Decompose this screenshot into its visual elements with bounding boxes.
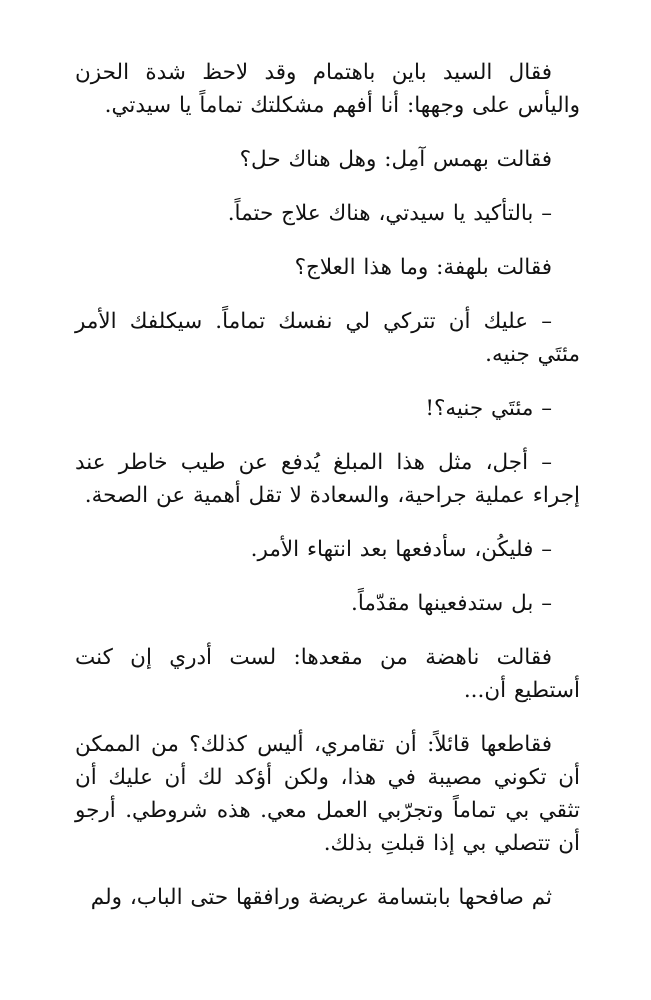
- paragraph-6: – مئتَي جنيه؟!: [425, 396, 552, 421]
- paragraph-10: فقالت ناهضة من مقعدها: لست أدري إن كنت أستطيع أن...: [75, 645, 580, 703]
- paragraph-1: فقال السيد باين باهتمام وقد لاحظ شدة الحزن واليأس على وجهها: أنا أفهم مشكلتك تماماً يا سيدتي.: [75, 60, 580, 118]
- paragraph-2: فقالت بهمس آمِل: وهل هناك حل؟: [239, 147, 552, 172]
- book-page: [75, 56, 580, 935]
- paragraph-5: – عليك أن تتركي لي نفسك تماماً. سيكلفك الأمر مئتَي جنيه.: [75, 309, 580, 367]
- paragraph-7: – أجل، مثل هذا المبلغ يُدفع عن طيب خاطر عند إجراء عملية جراحية، والسعادة لا تقل أهمية عن الصحة.: [75, 450, 580, 508]
- paragraph-12: ثم صافحها بابتسامة عريضة ورافقها حتى الباب، ولم: [90, 885, 552, 910]
- paragraph-8: – فليكُن، سأدفعها بعد انتهاء الأمر.: [250, 537, 552, 562]
- paragraph-4: فقالت بلهفة: وما هذا العلاج؟: [294, 255, 552, 280]
- paragraph-3: – بالتأكيد يا سيدتي، هناك علاج حتماً.: [227, 201, 552, 226]
- paragraph-9: – بل ستدفعينها مقدّماً.: [351, 591, 552, 616]
- paragraph-11: فقاطعها قائلاً: أن تقامري، أليس كذلك؟ من الممكن أن تكوني مصيبة في هذا، ولكن أؤكد لك أن عليك أن تثقي بي تماماً وتجرّبي العمل معي. هذه شروطي. أرجو أن تتصلي بي إذا قبلتِ بذلك.: [75, 732, 580, 856]
